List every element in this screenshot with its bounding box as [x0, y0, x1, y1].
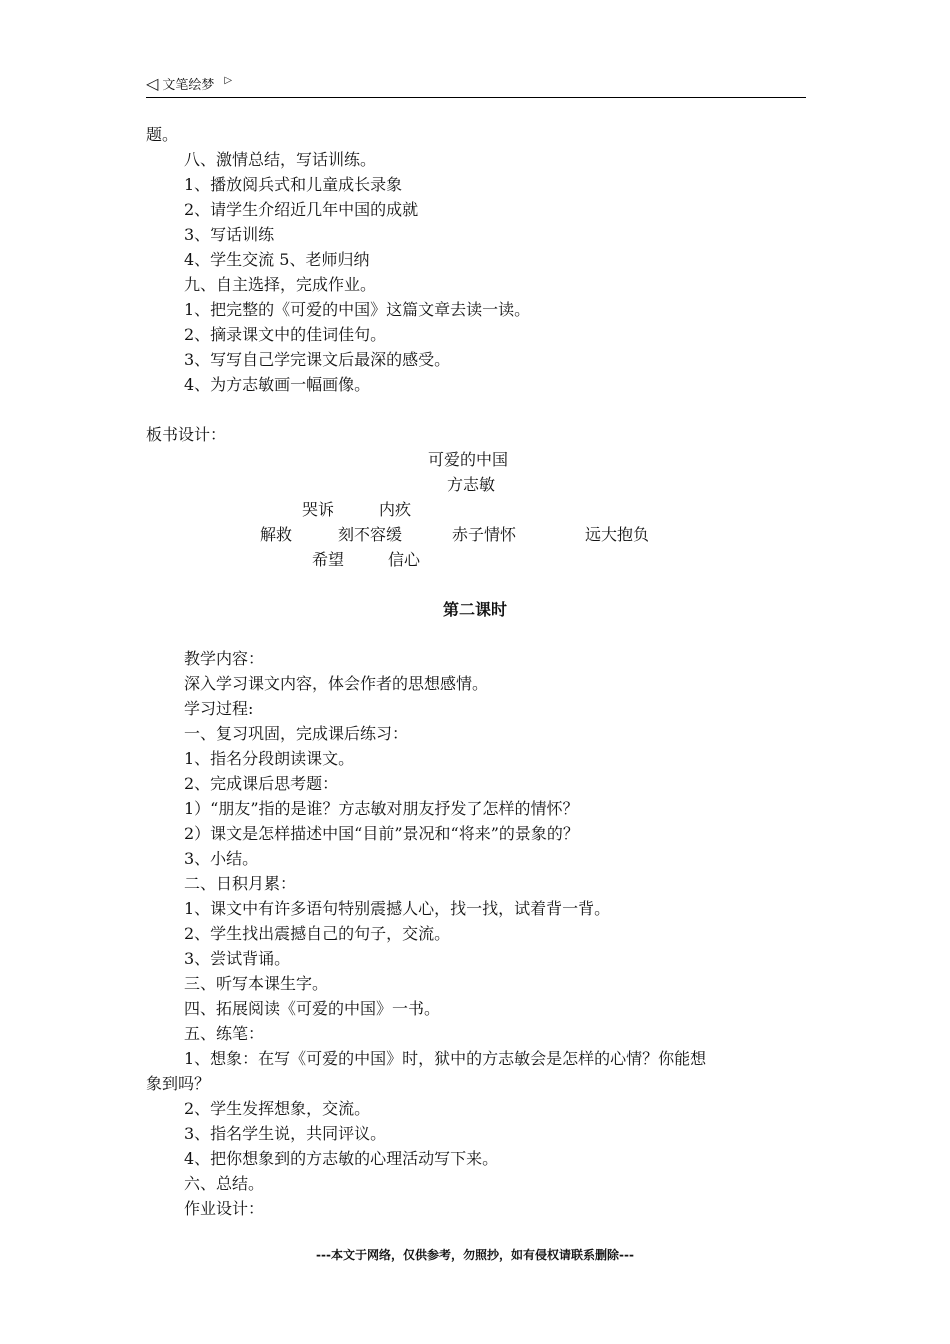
text-line: 3、小结。 [184, 849, 259, 868]
board-label: 板书设计： [146, 425, 227, 444]
text-line: 2、完成课后思考题： [184, 774, 339, 793]
header-brand [146, 74, 232, 93]
text-line: 作业设计： [184, 1199, 265, 1218]
header-rule [146, 97, 806, 98]
text-line: 1、指名分段朗读课文。 [184, 749, 355, 768]
board-word: 赤子情怀 [452, 525, 517, 544]
board-word: 希望 [312, 550, 345, 569]
text-line: 1、把完整的《可爱的中国》这篇文章去读一读。 [184, 300, 531, 319]
text-line: 九、自主选择，完成作业。 [184, 275, 377, 294]
text-line: 八、激情总结，写话训练。 [184, 150, 377, 169]
text-line: 4、学生交流 5、老师归纳 [184, 250, 370, 269]
text-line: 教学内容： [184, 649, 265, 668]
text-line: 3、写话训练 [184, 225, 275, 244]
text-line: 二、日积月累： [184, 874, 297, 893]
brand-text: 文笔绘梦 [162, 78, 215, 93]
text-line: 1、课文中有许多语句特别震撼人心，找一找，试着背一背。 [184, 899, 611, 918]
board-word: 远大抱负 [585, 525, 650, 544]
text-line: 象到吗？ [146, 1074, 211, 1093]
board-author: 方志敏 [447, 475, 496, 494]
text-line: 3、指名学生说，共同评议。 [184, 1124, 387, 1143]
section-title: 第二课时 [442, 600, 507, 619]
text-line: 2、摘录课文中的佳词佳句。 [184, 325, 387, 344]
text-line: 2、请学生介绍近几年中国的成就 [184, 200, 419, 219]
text-line: 4、把你想象到的方志敏的心理活动写下来。 [184, 1149, 499, 1168]
text-line: 2、学生发挥想象，交流。 [184, 1099, 371, 1118]
text-line: 1、想象：在写《可爱的中国》时，狱中的方志敏会是怎样的心情？你能想 [184, 1049, 707, 1068]
text-line: 五、练笔： [184, 1024, 265, 1043]
text-line: 四、拓展阅读《可爱的中国》一书。 [184, 999, 441, 1018]
text-line: 4、为方志敏画一幅画像。 [184, 375, 371, 394]
page-header [146, 74, 806, 98]
text-line: 题。 [146, 125, 179, 144]
text-line: 深入学习课文内容，体会作者的思想感情。 [184, 674, 489, 693]
board-title: 可爱的中国 [428, 450, 509, 469]
board-word: 解救 [260, 525, 293, 544]
triangle-right-icon: ▷ [224, 75, 233, 86]
board-word: 内疚 [379, 500, 412, 519]
text-line: 一、复习巩固，完成课后练习： [184, 724, 409, 743]
page-footer: ---本文于网络，仅供参考，勿照抄，如有侵权请联系删除--- [316, 1248, 634, 1262]
board-word: 信心 [388, 550, 421, 569]
text-line: 六、总结。 [184, 1174, 265, 1193]
text-line: 3、尝试背诵。 [184, 949, 291, 968]
text-line: 2）课文是怎样描述中国“目前”景况和“将来”的景象的？ [184, 824, 579, 843]
text-line: 三、听写本课生字。 [184, 974, 329, 993]
triangle-left-icon: ◁ [146, 74, 159, 93]
board-word: 哭诉 [302, 500, 335, 519]
text-line: 1、播放阅兵式和儿童成长录象 [184, 175, 403, 194]
text-line: 3、写写自己学完课文后最深的感受。 [184, 350, 451, 369]
text-line: 学习过程: [184, 699, 254, 718]
text-line: 2、学生找出震撼自己的句子，交流。 [184, 924, 451, 943]
board-word: 刻不容缓 [338, 525, 403, 544]
text-line: 1）“朋友”指的是谁？方志敏对朋友抒发了怎样的情怀？ [184, 799, 579, 818]
